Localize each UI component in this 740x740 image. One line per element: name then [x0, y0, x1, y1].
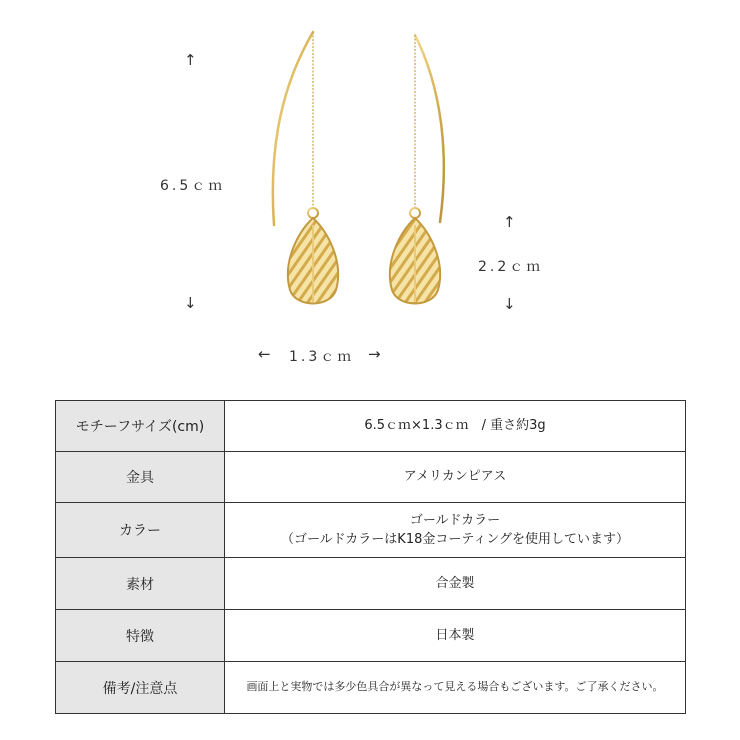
- pendant-length-label: 2.2ｃｍ: [478, 259, 544, 275]
- table-row: [56, 662, 686, 714]
- spec-label: 素材: [56, 558, 225, 610]
- spec-value-line: 画面上と実物では多少色具合が異なって見える場合もございます。ご了承ください。: [246, 680, 664, 694]
- spec-label: カラー: [56, 503, 225, 558]
- width-label: 1.3ｃｍ: [289, 349, 355, 365]
- spec-value-line: 6.5ｃｍ×1.3ｃｍ / 重さ約3g: [364, 418, 546, 434]
- earring-right: [390, 35, 444, 304]
- spec-label: 金具: [56, 452, 225, 503]
- spec-label: 特徴: [56, 610, 225, 662]
- spec-value: [225, 503, 686, 558]
- spec-label: 備考/注意点: [56, 662, 225, 714]
- spec-label: モチーフサイズ(cm): [56, 401, 225, 452]
- table-row: [56, 558, 686, 610]
- spec-value-line: アメリカンピアス: [403, 469, 507, 485]
- spec-value-line: ゴールドカラー: [409, 512, 501, 528]
- total-length-label: 6.5ｃｍ: [160, 178, 226, 194]
- spec-value: [225, 558, 686, 610]
- table-row: [56, 610, 686, 662]
- table-row: [56, 452, 686, 503]
- spec-value-line: （ゴールドカラーはK18金コーティングを使用しています）: [280, 532, 630, 547]
- arrow-left-icon: ←: [258, 345, 271, 363]
- spec-table: [55, 400, 686, 714]
- spec-value: [225, 452, 686, 503]
- table-row: [56, 401, 686, 452]
- arrow-down-icon: ↓: [503, 295, 516, 313]
- arrow-up-icon: ↑: [503, 213, 516, 231]
- table-row: [56, 503, 686, 558]
- arrow-up-icon: ↑: [184, 51, 197, 69]
- spec-value: [225, 662, 686, 714]
- arrow-down-icon: ↓: [184, 294, 197, 312]
- arrow-right-icon: →: [368, 345, 381, 363]
- spec-value-line: 日本製: [435, 627, 475, 643]
- earring-left: [273, 32, 338, 304]
- spec-value: [225, 610, 686, 662]
- spec-value: [225, 401, 686, 452]
- spec-value-line: 合金製: [435, 575, 475, 591]
